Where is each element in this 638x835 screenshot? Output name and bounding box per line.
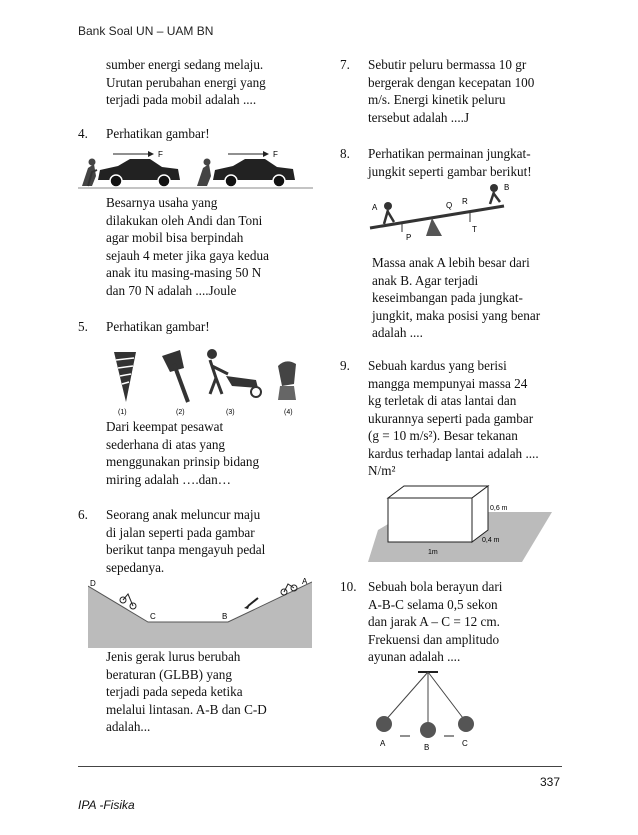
text-line: Dari keempat pesawat — [106, 419, 224, 434]
q8-figure-seesaw — [362, 180, 514, 249]
text-line: beraturan (GLBB) yang — [106, 666, 232, 682]
figure-label: (1) — [118, 409, 127, 416]
text-line: miring adalah ….dan… — [106, 471, 231, 487]
q6-number: 6. — [78, 507, 88, 522]
text-line: ukurannya seperti pada gambar — [368, 410, 534, 426]
q6-figure-bicycle-track — [88, 576, 312, 653]
point-label: D — [90, 579, 96, 588]
text-line: sederhana di atas yang — [106, 436, 226, 452]
q6-body — [106, 648, 267, 736]
text-line: adalah... — [106, 719, 151, 734]
text-line: keseimbangan pada jungkat- — [372, 290, 523, 305]
q7-text — [368, 56, 534, 126]
text-line: anak B. Agar terjadi — [372, 272, 479, 288]
text-line: Massa anak A lebih besar dari — [372, 255, 530, 270]
text-line: terjadi pada mobil adalah .... — [106, 92, 257, 107]
q4-number: 4. — [78, 126, 88, 141]
car-push-illustration — [78, 146, 318, 190]
text-line: Sebutir peluru bermassa 10 gr — [368, 57, 527, 72]
point-label: B — [504, 183, 510, 192]
q10-number: 10. — [340, 579, 357, 594]
running-header: Bank Soal UN – UAM BN — [78, 24, 214, 38]
text-line: dan jarak A – C = 12 cm. — [368, 614, 500, 629]
text-line: N/m² — [368, 463, 396, 478]
seesaw-illustration — [362, 180, 514, 244]
q4-prompt: Perhatikan gambar! — [106, 126, 210, 141]
figure-label: (4) — [284, 409, 293, 416]
text-line: bergerak dengan kecepatan 100 — [368, 74, 535, 90]
text-line: Seorang anak meluncur maju — [106, 507, 261, 522]
q5-prompt: Perhatikan gambar! — [106, 319, 210, 334]
q9-text — [368, 357, 539, 480]
text-line: Sebuah bola berayun dari — [368, 579, 503, 594]
point-label: P — [406, 233, 412, 242]
text-line: Sebuah kardus yang berisi — [368, 358, 507, 373]
text-line: jungkit, maka posisi yang benar — [372, 307, 541, 323]
text-line: dilakukan oleh Andi dan Toni — [106, 212, 263, 228]
q9-number: 9. — [340, 358, 350, 373]
q9-figure-box — [368, 480, 552, 567]
q5-body — [106, 418, 259, 488]
dimension-label: 1m — [428, 549, 438, 556]
text-line: terjadi pada sepeda ketika — [106, 684, 243, 699]
footer-divider — [78, 766, 562, 767]
point-label: A — [372, 203, 378, 212]
text-line: Frekuensi dan amplitudo — [368, 631, 500, 647]
text-line: berikut tanpa mengayuh pedal — [106, 542, 266, 557]
page-number: 337 — [539, 775, 560, 789]
figure-label: (2) — [176, 409, 185, 416]
dimension-label: 0,4 m — [482, 537, 500, 544]
q4-body — [106, 194, 269, 299]
q6-prompt — [106, 506, 265, 576]
text-line: (g = 10 m/s²). Besar tekanan — [368, 428, 518, 443]
text-line: Urutan perubahan energi yang — [106, 74, 266, 90]
text-line: A-B-C selama 0,5 sekon — [368, 596, 498, 612]
text-line: dan 70 N adalah ....Joule — [106, 282, 237, 298]
q10-figure-pendulum — [370, 670, 490, 757]
text-line: Perhatikan permainan jungkat- — [368, 146, 531, 161]
text-line: adalah .... — [372, 325, 423, 340]
force-label: F — [273, 150, 278, 159]
figure-label: (3) — [226, 409, 235, 416]
text-line: kardus terhadap lantai adalah .... — [368, 445, 539, 461]
text-line: melalui lintasan. A-B dan C-D — [106, 701, 267, 717]
box-on-floor-illustration — [368, 480, 552, 562]
force-label: F — [158, 150, 163, 159]
text-line: anak itu masing-masing 50 N — [106, 265, 262, 280]
q8-number: 8. — [340, 146, 350, 161]
text-line: kg terletak di atas lantai dan — [368, 393, 517, 408]
point-label: C — [150, 612, 156, 621]
point-label: R — [462, 197, 468, 206]
q3-continuation — [106, 56, 266, 109]
bicycle-track-illustration — [88, 576, 312, 648]
q8-body — [372, 254, 540, 342]
text-line: Besarnya usaha yang — [106, 195, 218, 210]
q10-text — [368, 578, 502, 666]
q8-prompt — [368, 145, 532, 180]
text-line: ayunan adalah .... — [368, 649, 461, 664]
text-line: m/s. Energi kinetik peluru — [368, 92, 506, 107]
q4-figure-car-push — [78, 146, 318, 195]
point-label: A — [302, 577, 308, 586]
point-label: Q — [446, 201, 453, 210]
point-label: T — [472, 225, 477, 234]
point-label: A — [380, 739, 386, 748]
text-line: sepedanya. — [106, 559, 165, 575]
text-line: agar mobil bisa berpindah — [106, 230, 244, 245]
dimension-label: 0,6 m — [490, 505, 508, 512]
text-line: jungkit seperti gambar berikut! — [368, 163, 532, 179]
text-line: di jalan seperti pada gambar — [106, 524, 255, 540]
text-line: menggunakan prinsip bidang — [106, 454, 260, 469]
text-line: Jenis gerak lurus berubah — [106, 649, 241, 664]
simple-machines-illustration — [106, 344, 306, 418]
point-label: C — [462, 739, 468, 748]
footer-subject: IPA -Fisika — [78, 798, 135, 812]
text-line: sejauh 4 meter jika gaya kedua — [106, 247, 269, 263]
pendulum-illustration — [370, 670, 490, 752]
q5-figure-simple-machines — [106, 344, 306, 423]
text-line: mangga mempunyai massa 24 — [368, 375, 528, 391]
point-label: B — [222, 612, 228, 621]
text-line: tersebut adalah ....J — [368, 109, 470, 125]
point-label: B — [424, 743, 430, 752]
text-line: sumber energi sedang melaju. — [106, 57, 264, 72]
q7-number: 7. — [340, 57, 350, 72]
q5-number: 5. — [78, 319, 88, 334]
